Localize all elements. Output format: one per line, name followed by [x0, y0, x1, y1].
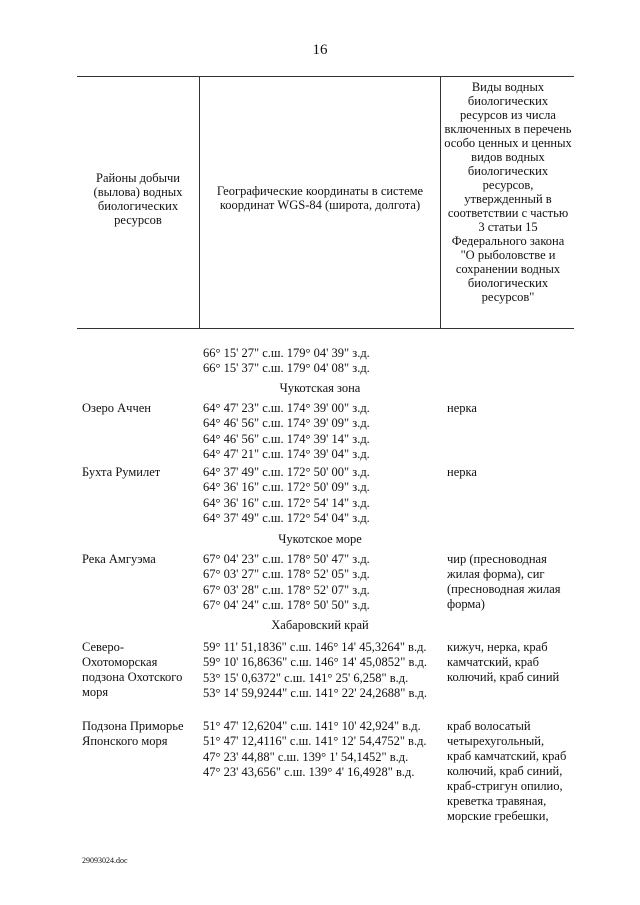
species-line: краб волосатый — [447, 719, 531, 733]
species-line: форма) — [447, 597, 485, 611]
species-line: морские гребешки, — [447, 809, 549, 823]
coordinate: 64° 47' 23" с.ш. 174° 39' 00" з.д. — [203, 401, 370, 415]
species-line: колючий, краб синий, — [447, 764, 563, 778]
coordinates-list — [203, 465, 370, 526]
coordinate: 53° 15' 0,6372" с.ш. 141° 25' 6,258" в.д. — [203, 670, 409, 685]
region-name: Озеро Аччен — [82, 401, 151, 415]
zone-heading: Чукотская зона — [279, 381, 361, 395]
coordinate: 66° 15' 37" с.ш. 179° 04' 08" з.д. — [203, 361, 370, 376]
species-line: (пресноводная жилая — [447, 582, 561, 596]
coordinate: 53° 14' 59,9244" с.ш. 141° 22' 24,2688" в.д. — [203, 685, 428, 700]
coordinate: 67° 04' 24" с.ш. 178° 50' 50" з.д. — [203, 597, 370, 612]
coordinate: 47° 23' 44,88" с.ш. 139° 1' 54,1452" в.д. — [203, 749, 409, 764]
species — [447, 640, 575, 685]
coordinate: 59° 10' 16,8636" с.ш. 146° 14' 45,0852" в.д. — [203, 655, 428, 670]
coordinate: 64° 46' 56" с.ш. 174° 39' 14" з.д. — [203, 431, 370, 446]
coordinate: 59° 11' 51,1836" с.ш. 146° 14' 45,3264" в.д. — [203, 640, 427, 654]
region-name-line: Подзона Приморье — [82, 719, 184, 733]
coordinates-list — [203, 640, 427, 701]
region-name: Бухта Румилет — [82, 465, 161, 479]
coordinates-list — [203, 346, 370, 377]
region-name-line: Японского моря — [82, 734, 168, 748]
coordinate: 67° 04' 23" с.ш. 178° 50' 47" з.д. — [203, 552, 370, 566]
coordinate: 66° 15' 27" с.ш. 179° 04' 39" з.д. — [203, 346, 370, 360]
table-header-bottom-border — [77, 328, 574, 329]
region-name — [82, 719, 200, 749]
coordinates-list — [203, 401, 370, 462]
header-col-coordinates: Географические координаты в системе координат WGS-84 (широта, долгота) — [216, 184, 424, 212]
coordinates-list — [203, 719, 427, 780]
region-name: Река Амгуэма — [82, 552, 156, 566]
coordinates-list — [203, 552, 370, 613]
species: нерка — [447, 401, 477, 415]
species-line: жилая форма), сиг — [447, 567, 545, 581]
region-name-line: подзона Охотского — [82, 670, 183, 684]
coordinate: 51° 47' 12,4116" с.ш. 141° 12' 54,4752" в.д. — [203, 734, 427, 749]
column-divider — [199, 76, 200, 328]
species-line: четырехугольный, — [447, 734, 545, 748]
region-name — [82, 640, 200, 700]
coordinate: 64° 37' 49" с.ш. 172° 54' 04" з.д. — [203, 510, 370, 525]
species: нерка — [447, 465, 477, 479]
species-line: краб камчатский, краб — [447, 749, 567, 763]
species-line: кижуч, нерка, краб — [447, 640, 548, 654]
region-name-line: моря — [82, 685, 109, 699]
coordinate: 64° 36' 16" с.ш. 172° 50' 09" з.д. — [203, 480, 370, 495]
file-name-footer: 29093024.doc — [82, 856, 128, 865]
zone-heading: Чукотское море — [278, 532, 362, 546]
coordinate: 64° 36' 16" с.ш. 172° 54' 14" з.д. — [203, 495, 370, 510]
species-line: креветка травяная, — [447, 794, 547, 808]
page-number: 16 — [312, 42, 328, 58]
zone-heading: Хабаровский край — [271, 618, 369, 632]
coordinate: 64° 47' 21" с.ш. 174° 39' 04" з.д. — [203, 446, 370, 461]
coordinate: 51° 47' 12,6204" с.ш. 141° 10' 42,924" в.д. — [203, 719, 421, 733]
coordinate: 67° 03' 27" с.ш. 178° 52' 05" з.д. — [203, 567, 370, 582]
region-name-line: Северо- — [82, 640, 125, 654]
species — [447, 552, 575, 612]
species-line: чир (пресноводная — [447, 552, 547, 566]
species-line: колючий, краб синий — [447, 670, 560, 684]
coordinate: 47° 23' 43,656" с.ш. 139° 4' 16,4928" в.д. — [203, 764, 415, 779]
header-col-regions: Районы добычи (вылова) водных биологических ресурсов — [93, 171, 183, 227]
header-col-species: Виды водных биологических ресурсов из числа включенных в перечень особо ценных и ценных видов водных биологических ресурсов, утвержденный в соответствии с частью 3 статьи 15 Федерального закона "О рыболовстве и сохранении водных биологических ресурсов" — [444, 80, 572, 304]
species-line: камчатский, краб — [447, 655, 539, 669]
region-name-line: Охотоморская — [82, 655, 158, 669]
table-top-border — [77, 76, 574, 77]
column-divider — [440, 76, 441, 328]
species — [447, 719, 575, 824]
coordinate: 64° 37' 49" с.ш. 172° 50' 00" з.д. — [203, 465, 370, 479]
coordinate: 67° 03' 28" с.ш. 178° 52' 07" з.д. — [203, 582, 370, 597]
coordinate: 64° 46' 56" с.ш. 174° 39' 09" з.д. — [203, 416, 370, 431]
species-line: краб-стригун опилио, — [447, 779, 563, 793]
